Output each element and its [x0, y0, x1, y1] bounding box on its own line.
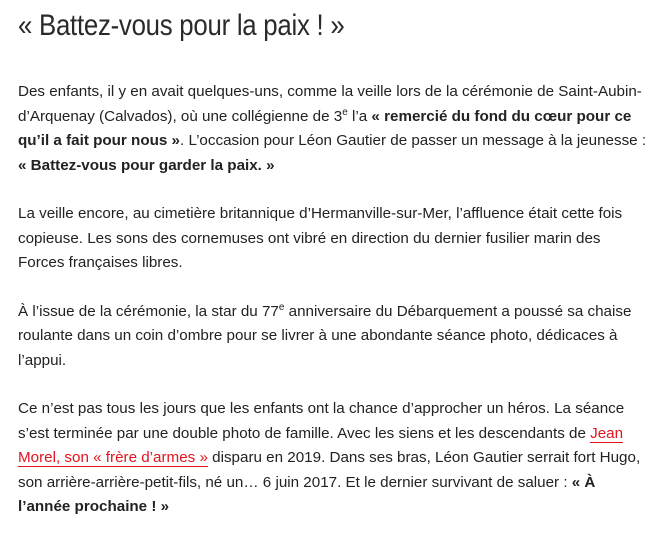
paragraph-4	[18, 397, 649, 520]
p4-quote-1: « À l’année prochaine ! »	[18, 473, 596, 515]
p1-quote-2: « Battez-vous pour garder la paix. »	[18, 156, 275, 174]
p1-text-3: . L’occasion pour Léon Gautier de passer un message à la jeunesse :	[180, 132, 647, 149]
p4-text-2: disparu en 2019. Dans ses bras, Léon Gautier serrait fort Hugo, son arrière-arrière-petit-fils, né un… 6 juin 2017. Et le dernier survivant de saluer :	[18, 449, 641, 491]
p1-quote-1: « remercié du fond du cœur pour ce qu’il a fait pour nous »	[18, 107, 632, 149]
p1-text-2: l’a	[347, 107, 372, 125]
p1-superscript: e	[342, 106, 348, 118]
paragraph-2: La veille encore, au cimetière britannique d’Hermanville-sur-Mer, l’affluence était cette fois copieuse. Les sons des cornemuses ont vibré en direction du dernier fusilier marin des Forces françaises libres.	[18, 205, 623, 271]
article-title: « Battez-vous pour la paix ! »	[18, 9, 345, 42]
p4-text-1: Ce n’est pas tous les jours que les enfants ont la chance d’approcher un héros. La séance s’est terminée par une double photo de famille. Avec les siens et les descendants de	[18, 400, 625, 442]
p3-superscript: e	[278, 301, 285, 313]
jean-morel-link[interactable]: Jean Morel, son « frère d’armes »	[18, 424, 624, 466]
p3-text-2: anniversaire du Débarquement a poussé sa chaise roulante dans un coin d’ombre pour se livrer à une abondante séance photo, dédicaces à l’appui.	[18, 302, 632, 369]
paragraph-1	[18, 80, 649, 178]
p3-text-1: À l’issue de la cérémonie, la star du 77	[18, 302, 279, 320]
paragraph-3	[18, 300, 649, 374]
p1-text-1: Des enfants, il y en avait quelques-uns, comme la veille lors de la cérémonie de Saint-Aubin-d’Arquenay (Calvados), où une collégienne de 3	[18, 83, 642, 125]
